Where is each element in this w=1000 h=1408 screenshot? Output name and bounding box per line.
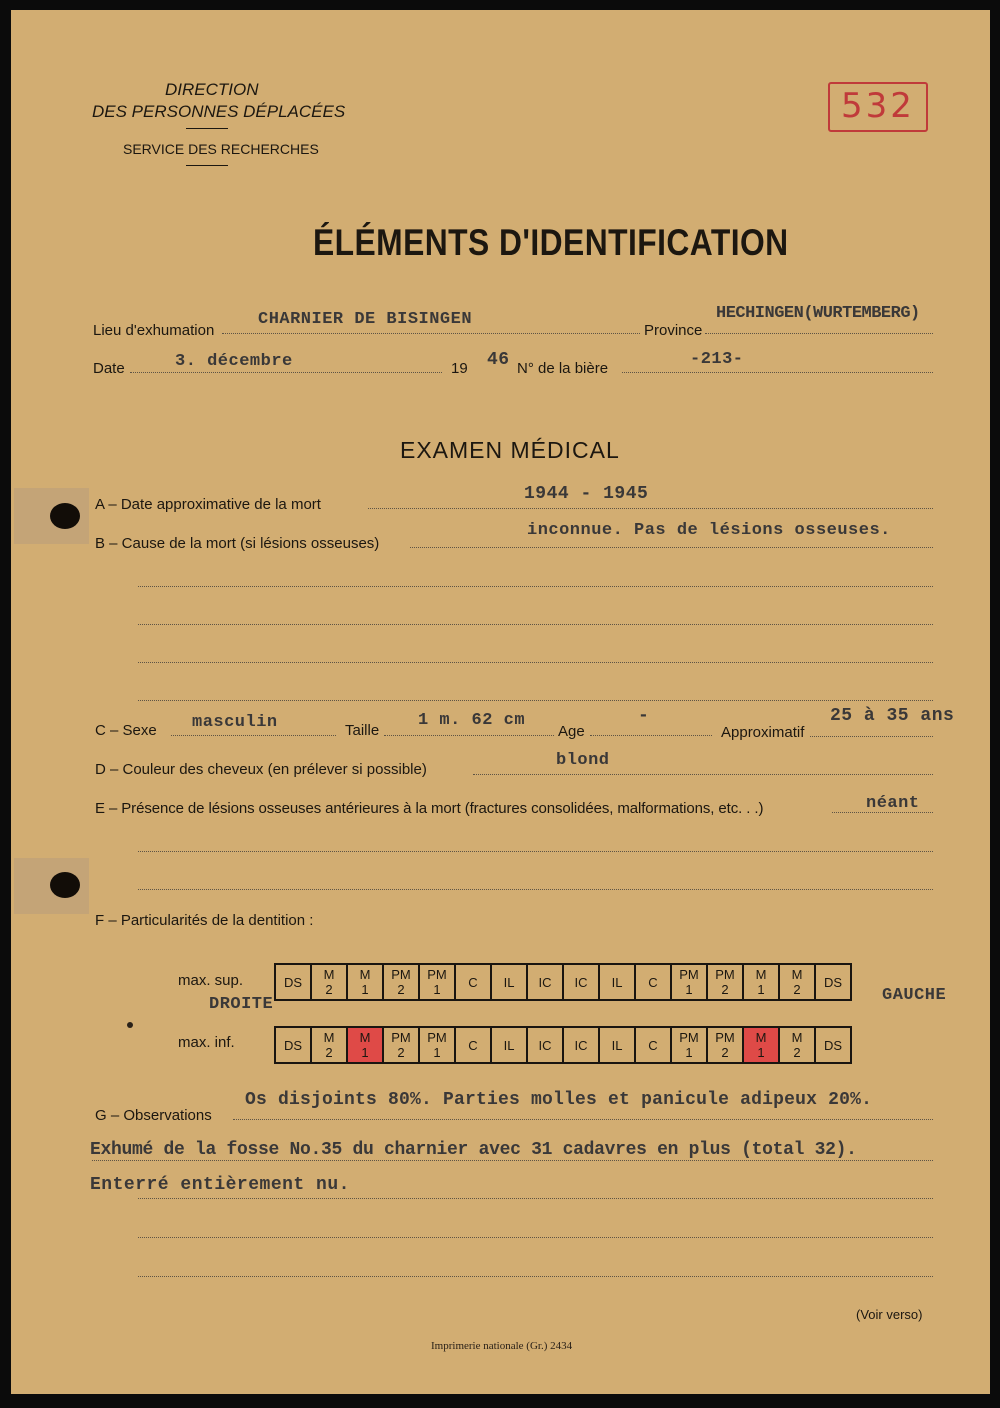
tooth-number: 1 (361, 982, 369, 997)
observations-line-4-dots (138, 1237, 933, 1238)
item-c-label: C – Sexe (95, 722, 157, 739)
upper-tooth-cell (419, 964, 455, 1000)
upper-tooth-cell (743, 964, 779, 1000)
sexe-dots (171, 735, 336, 736)
tooth-code: M (323, 1030, 335, 1045)
tooth-number: 2 (721, 982, 729, 997)
observations-line-3: Enterré entièrement nu. (90, 1175, 350, 1195)
upper-tooth-cell (779, 964, 815, 1000)
lower-tooth-cell (311, 1027, 347, 1063)
dentition-upper-chart (274, 963, 852, 1001)
tooth-number: 2 (721, 1045, 729, 1060)
tooth-code: PM (427, 967, 447, 982)
item-a-label: A – Date approximative de la mort (95, 496, 321, 513)
approx-value: 25 à 35 ans (830, 706, 955, 726)
header-underline-2 (186, 165, 228, 166)
upper-tooth-cell (491, 964, 527, 1000)
tooth-number: 1 (433, 1045, 441, 1060)
header-personnes-deplacees: DES PERSONNES DÉPLACÉES (92, 102, 346, 121)
item-e-label: E – Présence de lésions osseuses antérieures à la mort (fractures consolidées, malformations, etc. . .) (95, 800, 764, 817)
tooth-code: M (791, 1030, 803, 1045)
observations-label: G – Observations (95, 1107, 212, 1124)
tooth-code: DS (283, 1037, 303, 1053)
lower-tooth-cell (491, 1027, 527, 1063)
tooth-code: DS (823, 974, 843, 990)
observations-line-1: Os disjoints 80%. Parties molles et panicule adipeux 20%. (245, 1090, 873, 1110)
tooth-code: IC (574, 974, 588, 990)
tooth-code: PM (391, 967, 411, 982)
upper-tooth-cell (563, 964, 599, 1000)
tooth-code: DS (283, 974, 303, 990)
tooth-code: C (648, 974, 658, 990)
lieu-label: Lieu d'exhumation (93, 322, 215, 339)
date-value: 3. décembre (175, 352, 293, 371)
tooth-code: PM (427, 1030, 447, 1045)
observations-dots (233, 1119, 933, 1120)
binder-hole-bottom (50, 872, 80, 898)
tooth-number: 1 (433, 982, 441, 997)
upper-tooth-cell (815, 964, 851, 1000)
upper-tooth-cell (275, 964, 311, 1000)
tooth-number: 1 (685, 1045, 693, 1060)
province-value: HECHINGEN(WURTEMBERG) (716, 304, 920, 323)
item-d-dots (473, 774, 933, 775)
year-value: 46 (487, 350, 510, 370)
tooth-code: M (791, 967, 803, 982)
tooth-code: C (468, 1037, 478, 1053)
taille-value: 1 m. 62 cm (418, 711, 526, 730)
item-b-line-3 (138, 624, 933, 625)
tooth-code: IL (503, 974, 515, 990)
item-e-value: néant (866, 794, 920, 813)
lower-tooth-cell (347, 1027, 383, 1063)
tooth-code: M (755, 967, 767, 982)
printer-note: Imprimerie nationale (Gr.) 2434 (431, 1340, 573, 1352)
observations-line-2: Exhumé de la fosse No.35 du charnier avec 31 cadavres en plus (total 32). (90, 1140, 857, 1160)
tooth-code: IC (538, 1037, 552, 1053)
header-direction: DIRECTION (165, 80, 259, 99)
tooth-code: IC (538, 974, 552, 990)
tooth-code: PM (679, 1030, 699, 1045)
margin-dot (127, 1022, 133, 1028)
item-e-line-3 (138, 889, 933, 890)
sexe-value: masculin (192, 713, 278, 732)
province-dots (705, 333, 933, 334)
droite-label: DROITE (209, 995, 274, 1014)
tooth-number: 2 (325, 982, 333, 997)
upper-tooth-cell (671, 964, 707, 1000)
tooth-code: C (648, 1037, 658, 1053)
lower-tooth-cell (563, 1027, 599, 1063)
lower-tooth-cell (707, 1027, 743, 1063)
biere-value: -213- (690, 350, 744, 369)
year-prefix: 19 (451, 360, 468, 377)
upper-tooth-cell (635, 964, 671, 1000)
verso-note: (Voir verso) (856, 1307, 923, 1322)
max-sup-label: max. sup. (178, 972, 244, 989)
taille-dots (384, 735, 554, 736)
tooth-code: IL (611, 1037, 623, 1053)
date-dots (130, 372, 442, 373)
lower-tooth-cell (743, 1027, 779, 1063)
approx-label: Approximatif (721, 724, 805, 741)
item-b-label: B – Cause de la mort (si lésions osseuses) (95, 535, 380, 552)
tooth-number: 2 (325, 1045, 333, 1060)
tooth-code: IL (503, 1037, 515, 1053)
lower-tooth-cell (815, 1027, 851, 1063)
tooth-number: 2 (793, 982, 801, 997)
tooth-code: IL (611, 974, 623, 990)
date-label: Date (93, 360, 125, 377)
tooth-number: 2 (397, 1045, 405, 1060)
lower-tooth-cell (635, 1027, 671, 1063)
item-b-value: inconnue. Pas de lésions osseuses. (527, 521, 891, 540)
tooth-code: M (359, 967, 371, 982)
dentition-lower-chart (274, 1026, 852, 1064)
header-service: SERVICE DES RECHERCHES (123, 141, 319, 157)
upper-tooth-cell (527, 964, 563, 1000)
tooth-code: PM (679, 967, 699, 982)
tooth-number: 2 (793, 1045, 801, 1060)
gauche-label: GAUCHE (882, 986, 947, 1005)
item-f-label: F – Particularités de la dentition : (95, 912, 314, 929)
tooth-code: PM (715, 967, 735, 982)
tooth-code: DS (823, 1037, 843, 1053)
item-b-line-4 (138, 662, 933, 663)
biere-label: N° de la bière (517, 360, 609, 377)
lower-tooth-cell (383, 1027, 419, 1063)
upper-tooth-cell (311, 964, 347, 1000)
upper-tooth-cell (455, 964, 491, 1000)
age-value: - (638, 706, 650, 726)
max-inf-label: max. inf. (178, 1034, 235, 1051)
age-dots (590, 735, 712, 736)
item-e-line-2 (138, 851, 933, 852)
approx-dots (810, 736, 933, 737)
lower-tooth-cell (527, 1027, 563, 1063)
observations-line-2-dots (92, 1160, 933, 1161)
page-title: ÉLÉMENTS D'IDENTIFICATION (313, 222, 789, 263)
tooth-code: M (359, 1030, 371, 1045)
lower-tooth-cell (455, 1027, 491, 1063)
lower-tooth-cell (599, 1027, 635, 1063)
tooth-number: 1 (757, 982, 765, 997)
province-label: Province (644, 322, 703, 339)
upper-tooth-cell (347, 964, 383, 1000)
upper-tooth-cell (383, 964, 419, 1000)
lieu-value: CHARNIER DE BISINGEN (258, 310, 473, 329)
section-title: EXAMEN MÉDICAL (400, 437, 620, 463)
lower-tooth-cell (671, 1027, 707, 1063)
lower-tooth-cell (779, 1027, 815, 1063)
observations-line-5-dots (138, 1276, 933, 1277)
item-d-value: blond (556, 751, 610, 770)
tooth-code: IC (574, 1037, 588, 1053)
tooth-number: 2 (397, 982, 405, 997)
lower-tooth-cell (275, 1027, 311, 1063)
upper-tooth-cell (599, 964, 635, 1000)
tooth-code: PM (715, 1030, 735, 1045)
stamp-number: 532 (841, 86, 915, 126)
item-d-label: D – Couleur des cheveux (en prélever si possible) (95, 761, 427, 778)
lieu-dots (222, 333, 640, 334)
tooth-number: 1 (685, 982, 693, 997)
tooth-code: M (755, 1030, 767, 1045)
taille-label: Taille (345, 722, 380, 739)
item-a-value: 1944 - 1945 (524, 484, 649, 504)
tooth-number: 1 (757, 1045, 765, 1060)
tooth-code: M (323, 967, 335, 982)
item-a-dots (368, 508, 933, 509)
tooth-code: PM (391, 1030, 411, 1045)
upper-tooth-cell (707, 964, 743, 1000)
tooth-code: C (468, 974, 478, 990)
binder-hole-top (50, 503, 80, 529)
tooth-number: 1 (361, 1045, 369, 1060)
biere-dots (622, 372, 933, 373)
age-label: Age (558, 723, 585, 740)
header-underline (186, 128, 228, 129)
observations-line-3-dots (138, 1198, 933, 1199)
lower-tooth-cell (419, 1027, 455, 1063)
item-b-line-5 (138, 700, 933, 701)
item-b-dots (410, 547, 933, 548)
item-b-line-2 (138, 586, 933, 587)
